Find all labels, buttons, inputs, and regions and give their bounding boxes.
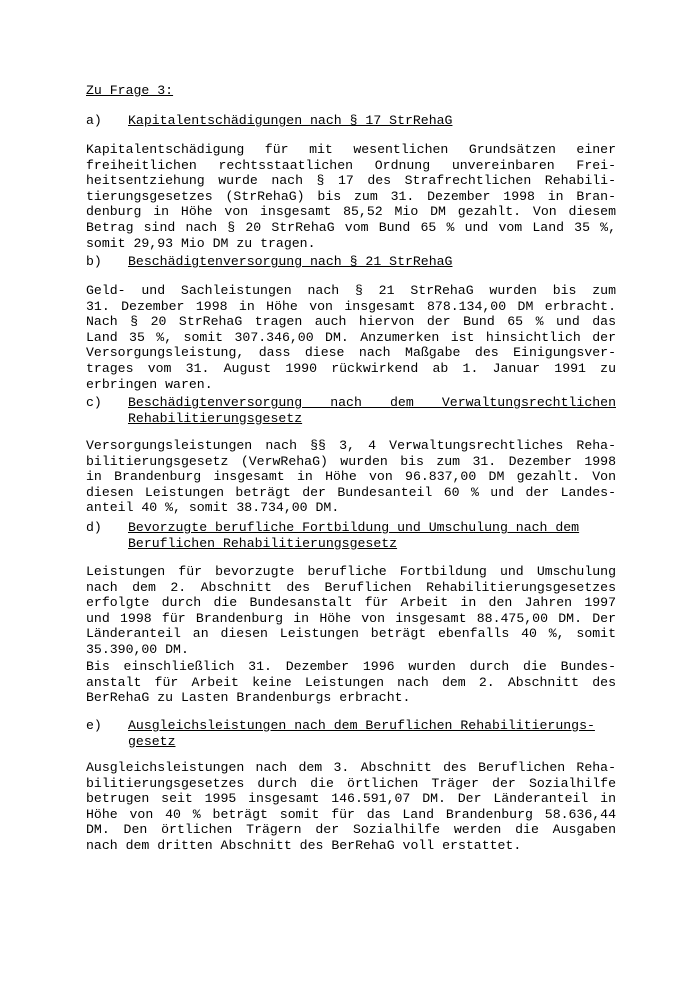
text-line: Land 35 %, somit 307.346,00 DM. Anzumerken ist hinsichtlich der — [86, 329, 616, 345]
text-line: erfolgte durch die Bundesanstalt für Arbeit in den Jahren 1997 — [86, 595, 616, 611]
text-line: diesen Leistungen beträgt der Bundesanteil 60 % und der Landes- — [86, 484, 616, 500]
text-line: anstalt für Arbeit keine Leistungen nach dem 2. Abschnitt des — [86, 674, 616, 690]
text-line: Versorgungsleistung, dass diese nach Maßgabe des Einigungsver- — [86, 345, 616, 361]
text-line: erbringen waren. — [86, 376, 213, 392]
text-line: Betrag sind nach § 20 StrRehaG vom Bund 65 % und vom Land 35 %, — [86, 219, 616, 235]
text-line: Nach § 20 StrRehaG tragen auch hiervon der Bund 65 % und das — [86, 314, 616, 330]
section-e-title-line-1: Ausgleichsleistungen nach dem Beruflichen Rehabilitierungs- — [128, 718, 595, 733]
text-line: betrugen seit 1995 insgesamt 146.591,07 DM. Der Länderanteil in — [86, 791, 616, 807]
section-a-title — [128, 113, 616, 129]
text-line: 31. Dezember 1998 in Höhe von insgesamt 878.134,00 DM erbracht. — [86, 298, 616, 314]
text-line: bilitierungsgesetz (VerwRehaG) wurden bis zum 31. Dezember 1998 — [86, 453, 616, 469]
text-line: 35.390,00 DM. — [86, 641, 189, 657]
text-line: Kapitalentschädigung für mit wesentlichen Grundsätzen einer — [86, 142, 616, 157]
text-line: somit 29,93 Mio DM zu tragen. — [86, 235, 316, 251]
section-b-title-line-1: Beschädigtenversorgung nach § 21 StrRehaG — [128, 254, 453, 269]
section-e-title-line-2: gesetz — [128, 733, 176, 749]
section-a-paragraph-1 — [86, 142, 616, 251]
text-line: Länderanteil an diesen Leistungen beträgt ebenfalls 40 %, somit — [86, 626, 616, 642]
text-line: nach dem 2. Abschnitt des Beruflichen Rehabilitierungsgesetzes — [86, 579, 616, 595]
section-a-title-line-1: Kapitalentschädigungen nach § 17 StrRehaG — [128, 113, 453, 128]
page-heading: Zu Frage 3: — [86, 83, 174, 98]
text-line: bilitierungsgesetzes durch die örtlichen Träger der Sozialhilfe — [86, 775, 616, 791]
section-d-title — [128, 520, 616, 551]
section-a-label: a) — [86, 113, 102, 128]
section-c-title — [128, 395, 616, 426]
text-line: Höhe von 40 % beträgt somit für das Land Brandenburg 58.636,44 — [86, 806, 616, 822]
text-line: Bis einschließlich 31. Dezember 1996 wurden durch die Bundes- — [86, 659, 616, 674]
section-d-title-line-1: Bevorzugte berufliche Fortbildung und Umschulung nach dem — [128, 520, 580, 535]
section-c-title-line-2: Rehabilitierungsgesetz — [128, 410, 303, 426]
text-line: BerRehaG zu Lasten Brandenburgs erbracht. — [86, 690, 411, 706]
section-b-label: b) — [86, 254, 102, 269]
section-c-paragraph-1 — [86, 438, 616, 516]
text-line: DM. Den örtlichen Trägern der Sozialhilfe werden die Ausgaben — [86, 822, 616, 838]
text-line: Leistungen für bevorzugte berufliche Fortbildung und Umschulung — [86, 564, 616, 579]
section-e-title — [128, 718, 616, 749]
text-line: freiheitlichen rechtsstaatlichen Ordnung unvereinbaren Frei- — [86, 157, 616, 173]
section-b-title — [128, 254, 616, 270]
text-line: trages vom 31. August 1990 rückwirkend ab 1. Januar 1991 zu — [86, 360, 616, 376]
section-e-label: e) — [86, 718, 102, 733]
text-line: Geld- und Sachleistungen nach § 21 StrRehaG wurden bis zum — [86, 283, 616, 298]
text-line: tierungsgesetzes (StrRehaG) bis zum 31. Dezember 1998 in Bran- — [86, 188, 616, 204]
text-line: und 1998 für Brandenburg in Höhe von insgesamt 88.475,00 DM. Der — [86, 610, 616, 626]
section-e-paragraph-1 — [86, 760, 616, 854]
text-line: in Brandenburg insgesamt in Höhe von 96.837,00 DM gezahlt. Von — [86, 469, 616, 485]
section-c-title-line-1: Beschädigtenversorgung nach dem Verwaltungsrechtlichen — [128, 395, 616, 410]
section-d-paragraph-1 — [86, 564, 616, 658]
text-line: heitsentziehung wurde nach § 17 des Strafrechtlichen Rehabili- — [86, 173, 616, 189]
section-d-title-line-2: Beruflichen Rehabilitierungsgesetz — [128, 535, 398, 551]
text-line: anteil 40 %, somit 38.734,00 DM. — [86, 500, 340, 516]
text-line: Versorgungsleistungen nach §§ 3, 4 Verwaltungsrechtliches Reha- — [86, 438, 616, 453]
text-line: denburg in Höhe von insgesamt 85,52 Mio DM gezahlt. Von diesem — [86, 204, 616, 220]
text-line: nach dem dritten Abschnitt des BerRehaG voll erstattet. — [86, 837, 522, 853]
section-d-label: d) — [86, 520, 102, 535]
section-c-label: c) — [86, 395, 102, 410]
section-d-paragraph-2 — [86, 659, 616, 706]
text-line: Ausgleichsleistungen nach dem 3. Abschnitt des Beruflichen Reha- — [86, 760, 616, 775]
section-b-paragraph-1 — [86, 283, 616, 392]
